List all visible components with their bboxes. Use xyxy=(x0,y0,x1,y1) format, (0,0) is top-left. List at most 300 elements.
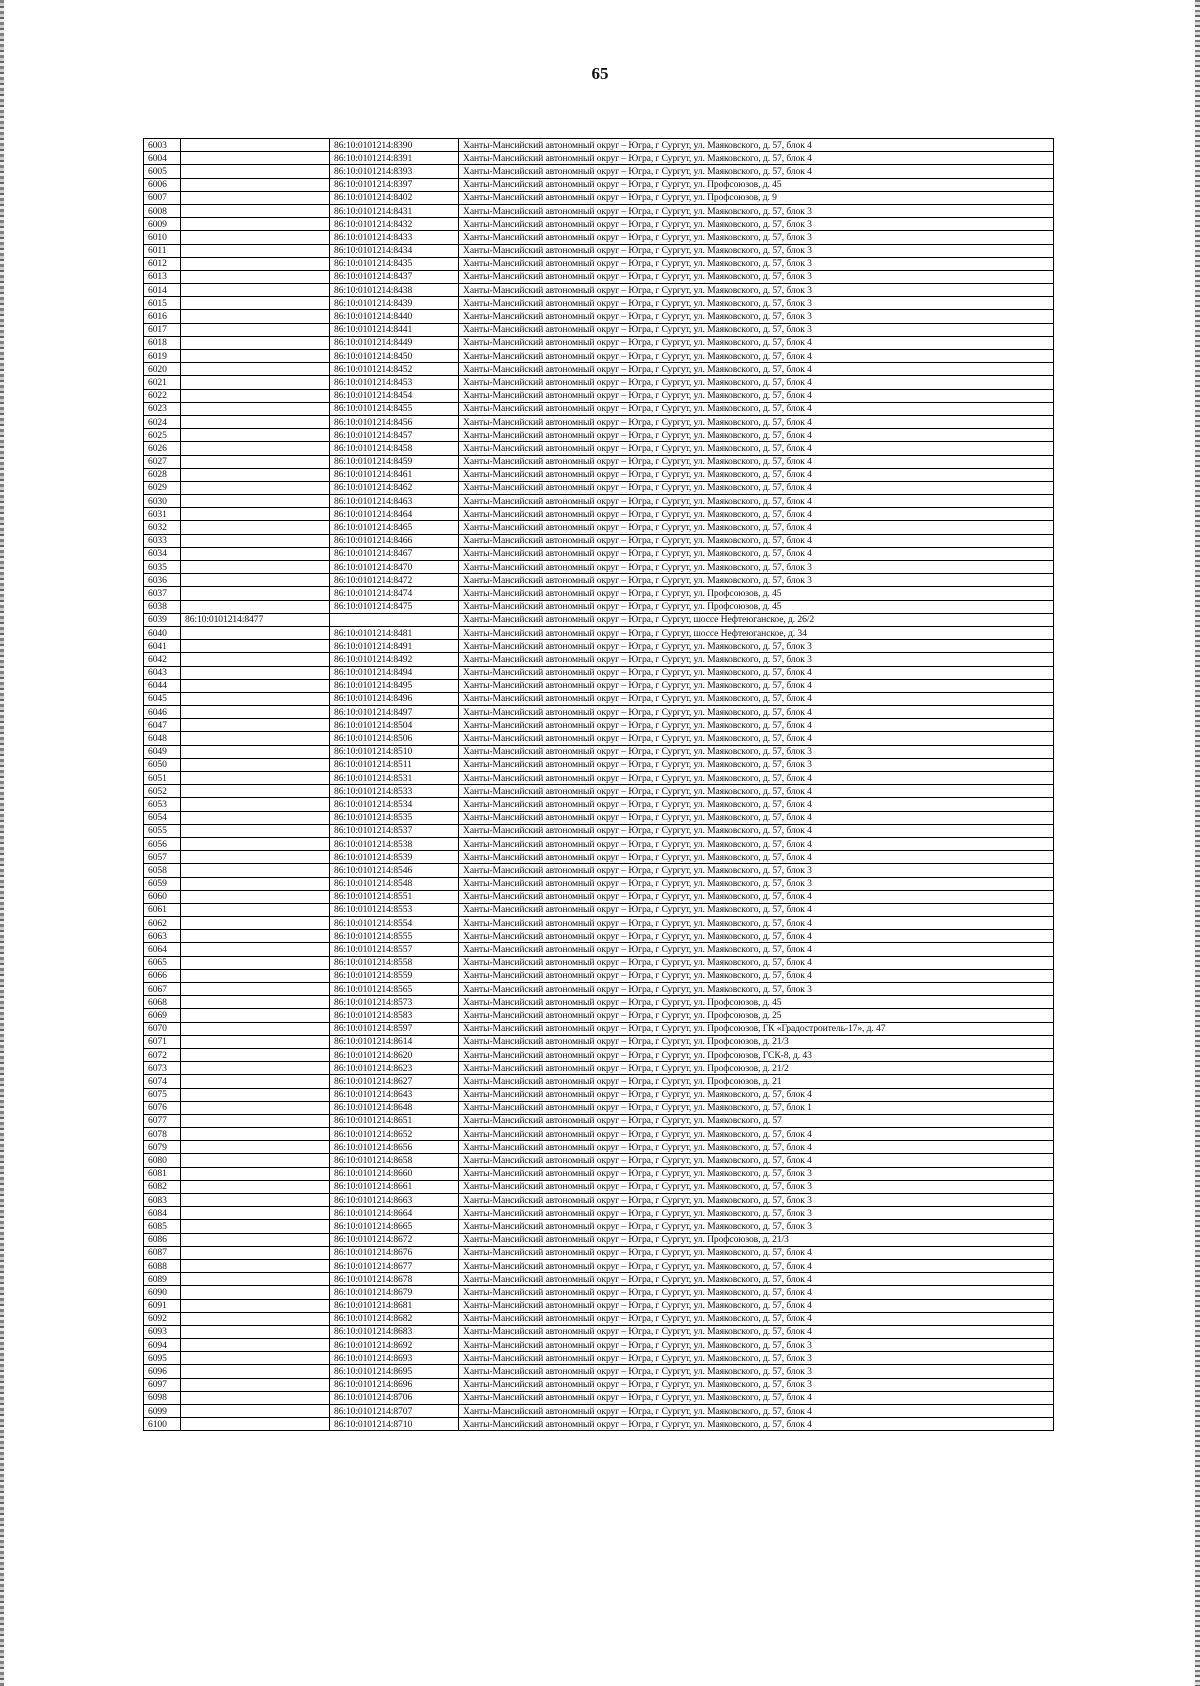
table-row xyxy=(144,1233,1054,1246)
previous-cadastral-number-cell xyxy=(181,692,330,705)
address-cell: Ханты-Мансийский автономный округ – Югра, г Сургут, ул. Маяковского, д. 57, блок 4 xyxy=(459,811,1054,824)
cadastral-number-cell: 86:10:0101214:8664 xyxy=(330,1207,459,1220)
register-body xyxy=(144,139,1054,1431)
previous-cadastral-number-cell xyxy=(181,534,330,547)
address-cell: Ханты-Мансийский автономный округ – Югра, г Сургут, ул. Маяковского, д. 57, блок 3 xyxy=(459,284,1054,297)
cadastral-number-cell: 86:10:0101214:8535 xyxy=(330,811,459,824)
previous-cadastral-number-cell xyxy=(181,666,330,679)
cadastral-number-cell: 86:10:0101214:8494 xyxy=(330,666,459,679)
previous-cadastral-number-cell xyxy=(181,758,330,771)
row-number-cell: 6050 xyxy=(144,758,181,771)
row-number-cell: 6017 xyxy=(144,323,181,336)
cadastral-number-cell: 86:10:0101214:8452 xyxy=(330,363,459,376)
row-number-cell: 6083 xyxy=(144,1194,181,1207)
row-number-cell: 6068 xyxy=(144,996,181,1009)
address-cell: Ханты-Мансийский автономный округ – Югра, г Сургут, ул. Маяковского, д. 57, блок 4 xyxy=(459,350,1054,363)
row-number-cell: 6057 xyxy=(144,851,181,864)
address-cell: Ханты-Мансийский автономный округ – Югра, г Сургут, шоссе Нефтеюганское, д. 26/2 xyxy=(459,613,1054,626)
cadastral-number-cell: 86:10:0101214:8496 xyxy=(330,692,459,705)
table-row xyxy=(144,758,1054,771)
row-number-cell: 6039 xyxy=(144,613,181,626)
address-cell: Ханты-Мансийский автономный округ – Югра, г Сургут, ул. Маяковского, д. 57, блок 4 xyxy=(459,1299,1054,1312)
cadastral-number-cell: 86:10:0101214:8573 xyxy=(330,996,459,1009)
table-row xyxy=(144,1352,1054,1365)
previous-cadastral-number-cell xyxy=(181,798,330,811)
table-row xyxy=(144,257,1054,270)
cadastral-number-cell: 86:10:0101214:8676 xyxy=(330,1246,459,1259)
previous-cadastral-number-cell xyxy=(181,943,330,956)
row-number-cell: 6080 xyxy=(144,1154,181,1167)
previous-cadastral-number-cell xyxy=(181,1391,330,1404)
table-row xyxy=(144,692,1054,705)
address-cell: Ханты-Мансийский автономный округ – Югра, г Сургут, ул. Маяковского, д. 57, блок 3 xyxy=(459,574,1054,587)
scan-edge-left xyxy=(0,0,4,1686)
row-number-cell: 6071 xyxy=(144,1035,181,1048)
table-row xyxy=(144,1220,1054,1233)
table-row xyxy=(144,561,1054,574)
previous-cadastral-number-cell xyxy=(181,508,330,521)
address-cell: Ханты-Мансийский автономный округ – Югра, г Сургут, ул. Маяковского, д. 57, блок 3 xyxy=(459,323,1054,336)
previous-cadastral-number-cell xyxy=(181,1286,330,1299)
previous-cadastral-number-cell xyxy=(181,1352,330,1365)
cadastral-number-cell: 86:10:0101214:8682 xyxy=(330,1312,459,1325)
row-number-cell: 6058 xyxy=(144,864,181,877)
previous-cadastral-number-cell xyxy=(181,1075,330,1088)
table-row xyxy=(144,1365,1054,1378)
row-number-cell: 6078 xyxy=(144,1128,181,1141)
previous-cadastral-number-cell xyxy=(181,218,330,231)
row-number-cell: 6024 xyxy=(144,415,181,428)
address-cell: Ханты-Мансийский автономный округ – Югра, г Сургут, ул. Маяковского, д. 57, блок 4 xyxy=(459,1286,1054,1299)
cadastral-number-cell: 86:10:0101214:8534 xyxy=(330,798,459,811)
cadastral-number-cell: 86:10:0101214:8463 xyxy=(330,495,459,508)
address-cell: Ханты-Мансийский автономный округ – Югра, г Сургут, ул. Маяковского, д. 57, блок 4 xyxy=(459,1418,1054,1431)
table-row xyxy=(144,785,1054,798)
address-cell: Ханты-Мансийский автономный округ – Югра, г Сургут, ул. Маяковского, д. 57, блок 3 xyxy=(459,244,1054,257)
row-number-cell: 6008 xyxy=(144,204,181,217)
table-row xyxy=(144,1378,1054,1391)
address-cell: Ханты-Мансийский автономный округ – Югра, г Сургут, ул. Маяковского, д. 57, блок 4 xyxy=(459,719,1054,732)
address-cell: Ханты-Мансийский автономный округ – Югра, г Сургут, ул. Маяковского, д. 57, блок 4 xyxy=(459,376,1054,389)
row-number-cell: 6028 xyxy=(144,468,181,481)
table-row xyxy=(144,1246,1054,1259)
row-number-cell: 6096 xyxy=(144,1365,181,1378)
row-number-cell: 6018 xyxy=(144,336,181,349)
address-cell: Ханты-Мансийский автономный округ – Югра, г Сургут, ул. Маяковского, д. 57, блок 4 xyxy=(459,890,1054,903)
cadastral-number-cell: 86:10:0101214:8557 xyxy=(330,943,459,956)
address-cell: Ханты-Мансийский автономный округ – Югра, г Сургут, ул. Маяковского, д. 57, блок 4 xyxy=(459,943,1054,956)
table-row xyxy=(144,415,1054,428)
previous-cadastral-number-cell xyxy=(181,1035,330,1048)
address-cell: Ханты-Мансийский автономный округ – Югра, г Сургут, ул. Маяковского, д. 57, блок 4 xyxy=(459,415,1054,428)
table-row xyxy=(144,191,1054,204)
address-cell: Ханты-Мансийский автономный округ – Югра, г Сургут, ул. Маяковского, д. 57, блок 3 xyxy=(459,758,1054,771)
row-number-cell: 6051 xyxy=(144,772,181,785)
row-number-cell: 6067 xyxy=(144,983,181,996)
address-cell: Ханты-Мансийский автономный округ – Югра, г Сургут, ул. Маяковского, д. 57, блок 4 xyxy=(459,363,1054,376)
row-number-cell: 6063 xyxy=(144,930,181,943)
cadastral-number-cell: 86:10:0101214:8551 xyxy=(330,890,459,903)
address-cell: Ханты-Мансийский автономный округ – Югра, г Сургут, ул. Маяковского, д. 57, блок 4 xyxy=(459,468,1054,481)
table-row xyxy=(144,1405,1054,1418)
address-cell: Ханты-Мансийский автономный округ – Югра, г Сургут, ул. Маяковского, д. 57, блок 4 xyxy=(459,1246,1054,1259)
table-row xyxy=(144,310,1054,323)
address-cell: Ханты-Мансийский автономный округ – Югра, г Сургут, ул. Маяковского, д. 57, блок 3 xyxy=(459,1339,1054,1352)
row-number-cell: 6054 xyxy=(144,811,181,824)
row-number-cell: 6074 xyxy=(144,1075,181,1088)
address-cell: Ханты-Мансийский автономный округ – Югра, г Сургут, ул. Маяковского, д. 57, блок 4 xyxy=(459,798,1054,811)
row-number-cell: 6097 xyxy=(144,1378,181,1391)
table-row xyxy=(144,1075,1054,1088)
row-number-cell: 6084 xyxy=(144,1207,181,1220)
cadastral-number-cell: 86:10:0101214:8455 xyxy=(330,402,459,415)
address-cell: Ханты-Мансийский автономный округ – Югра, г Сургут, ул. Маяковского, д. 57, блок 4 xyxy=(459,1259,1054,1272)
row-number-cell: 6065 xyxy=(144,956,181,969)
table-row xyxy=(144,218,1054,231)
cadastral-number-cell: 86:10:0101214:8583 xyxy=(330,1009,459,1022)
previous-cadastral-number-cell xyxy=(181,996,330,1009)
row-number-cell: 6025 xyxy=(144,429,181,442)
cadastral-number-cell: 86:10:0101214:8433 xyxy=(330,231,459,244)
cadastral-number-cell: 86:10:0101214:8565 xyxy=(330,983,459,996)
row-number-cell: 6011 xyxy=(144,244,181,257)
row-number-cell: 6069 xyxy=(144,1009,181,1022)
row-number-cell: 6055 xyxy=(144,824,181,837)
table-row xyxy=(144,1009,1054,1022)
row-number-cell: 6019 xyxy=(144,350,181,363)
address-cell: Ханты-Мансийский автономный округ – Югра, г Сургут, ул. Маяковского, д. 57, блок 1 xyxy=(459,1101,1054,1114)
table-row xyxy=(144,455,1054,468)
previous-cadastral-number-cell xyxy=(181,350,330,363)
row-number-cell: 6005 xyxy=(144,165,181,178)
cadastral-number-cell: 86:10:0101214:8435 xyxy=(330,257,459,270)
cadastral-number-cell: 86:10:0101214:8597 xyxy=(330,1022,459,1035)
address-cell: Ханты-Мансийский автономный округ – Югра, г Сургут, ул. Маяковского, д. 57, блок 4 xyxy=(459,903,1054,916)
row-number-cell: 6049 xyxy=(144,745,181,758)
cadastral-number-cell: 86:10:0101214:8449 xyxy=(330,336,459,349)
table-row xyxy=(144,429,1054,442)
row-number-cell: 6066 xyxy=(144,969,181,982)
table-row xyxy=(144,495,1054,508)
row-number-cell: 6093 xyxy=(144,1325,181,1338)
table-row xyxy=(144,1167,1054,1180)
address-cell: Ханты-Мансийский автономный округ – Югра, г Сургут, ул. Маяковского, д. 57, блок 4 xyxy=(459,165,1054,178)
previous-cadastral-number-cell xyxy=(181,1141,330,1154)
previous-cadastral-number-cell xyxy=(181,152,330,165)
table-row xyxy=(144,903,1054,916)
previous-cadastral-number-cell xyxy=(181,1233,330,1246)
table-row xyxy=(144,1180,1054,1193)
table-row xyxy=(144,613,1054,626)
previous-cadastral-number-cell xyxy=(181,244,330,257)
cadastral-number-cell: 86:10:0101214:8466 xyxy=(330,534,459,547)
address-cell: Ханты-Мансийский автономный округ – Югра, г Сургут, ул. Маяковского, д. 57, блок 3 xyxy=(459,1194,1054,1207)
previous-cadastral-number-cell xyxy=(181,415,330,428)
address-cell: Ханты-Мансийский автономный округ – Югра, г Сургут, ул. Маяковского, д. 57, блок 3 xyxy=(459,561,1054,574)
page-number: 65 xyxy=(591,64,609,83)
row-number-cell: 6076 xyxy=(144,1101,181,1114)
table-row xyxy=(144,178,1054,191)
table-row xyxy=(144,1114,1054,1127)
address-cell: Ханты-Мансийский автономный округ – Югра, г Сургут, шоссе Нефтеюганское, д. 34 xyxy=(459,626,1054,639)
previous-cadastral-number-cell xyxy=(181,521,330,534)
row-number-cell: 6073 xyxy=(144,1062,181,1075)
cadastral-number-cell: 86:10:0101214:8432 xyxy=(330,218,459,231)
cadastral-number-cell: 86:10:0101214:8454 xyxy=(330,389,459,402)
previous-cadastral-number-cell xyxy=(181,969,330,982)
address-cell: Ханты-Мансийский автономный округ – Югра, г Сургут, ул. Маяковского, д. 57, блок 3 xyxy=(459,653,1054,666)
row-number-cell: 6100 xyxy=(144,1418,181,1431)
address-cell: Ханты-Мансийский автономный округ – Югра, г Сургут, ул. Маяковского, д. 57, блок 4 xyxy=(459,837,1054,850)
row-number-cell: 6038 xyxy=(144,600,181,613)
table-row xyxy=(144,1259,1054,1272)
row-number-cell: 6056 xyxy=(144,837,181,850)
row-number-cell: 6098 xyxy=(144,1391,181,1404)
table-row xyxy=(144,1194,1054,1207)
cadastral-number-cell: 86:10:0101214:8450 xyxy=(330,350,459,363)
row-number-cell: 6003 xyxy=(144,139,181,152)
table-row xyxy=(144,508,1054,521)
address-cell: Ханты-Мансийский автономный округ – Югра, г Сургут, ул. Профсоюзов, д. 21/3 xyxy=(459,1233,1054,1246)
previous-cadastral-number-cell xyxy=(181,429,330,442)
table-row xyxy=(144,1062,1054,1075)
address-cell: Ханты-Мансийский автономный округ – Югра, г Сургут, ул. Маяковского, д. 57, блок 4 xyxy=(459,969,1054,982)
address-cell: Ханты-Мансийский автономный округ – Югра, г Сургут, ул. Маяковского, д. 57, блок 3 xyxy=(459,640,1054,653)
previous-cadastral-number-cell xyxy=(181,1220,330,1233)
row-number-cell: 6007 xyxy=(144,191,181,204)
previous-cadastral-number-cell xyxy=(181,1009,330,1022)
cadastral-number-cell: 86:10:0101214:8678 xyxy=(330,1273,459,1286)
row-number-cell: 6059 xyxy=(144,877,181,890)
address-cell: Ханты-Мансийский автономный округ – Югра, г Сургут, ул. Маяковского, д. 57, блок 4 xyxy=(459,547,1054,560)
table-row xyxy=(144,1312,1054,1325)
table-row xyxy=(144,376,1054,389)
address-cell: Ханты-Мансийский автономный округ – Югра, г Сургут, ул. Профсоюзов, д. 45 xyxy=(459,600,1054,613)
address-cell: Ханты-Мансийский автономный округ – Югра, г Сургут, ул. Маяковского, д. 57, блок 3 xyxy=(459,257,1054,270)
table-row xyxy=(144,864,1054,877)
row-number-cell: 6095 xyxy=(144,1352,181,1365)
address-cell: Ханты-Мансийский автономный округ – Югра, г Сургут, ул. Маяковского, д. 57, блок 3 xyxy=(459,864,1054,877)
row-number-cell: 6090 xyxy=(144,1286,181,1299)
cadastral-number-cell: 86:10:0101214:8431 xyxy=(330,204,459,217)
address-cell: Ханты-Мансийский автономный округ – Югра, г Сургут, ул. Маяковского, д. 57, блок 4 xyxy=(459,706,1054,719)
cadastral-number-cell: 86:10:0101214:8474 xyxy=(330,587,459,600)
table-row xyxy=(144,442,1054,455)
address-cell: Ханты-Мансийский автономный округ – Югра, г Сургут, ул. Профсоюзов, д. 45 xyxy=(459,178,1054,191)
cadastral-number-cell: 86:10:0101214:8497 xyxy=(330,706,459,719)
table-row xyxy=(144,1128,1054,1141)
table-row xyxy=(144,297,1054,310)
table-row xyxy=(144,152,1054,165)
address-cell: Ханты-Мансийский автономный округ – Югра, г Сургут, ул. Маяковского, д. 57, блок 4 xyxy=(459,1405,1054,1418)
address-cell: Ханты-Мансийский автономный округ – Югра, г Сургут, ул. Маяковского, д. 57, блок 3 xyxy=(459,745,1054,758)
address-cell: Ханты-Мансийский автономный округ – Югра, г Сургут, ул. Маяковского, д. 57, блок 3 xyxy=(459,204,1054,217)
address-cell: Ханты-Мансийский автономный округ – Югра, г Сургут, ул. Маяковского, д. 57, блок 3 xyxy=(459,983,1054,996)
row-number-cell: 6020 xyxy=(144,363,181,376)
previous-cadastral-number-cell xyxy=(181,547,330,560)
row-number-cell: 6016 xyxy=(144,310,181,323)
table-row xyxy=(144,270,1054,283)
table-row xyxy=(144,481,1054,494)
cadastral-number-cell: 86:10:0101214:8681 xyxy=(330,1299,459,1312)
cadastral-number-cell: 86:10:0101214:8672 xyxy=(330,1233,459,1246)
cadastral-number-cell: 86:10:0101214:8475 xyxy=(330,600,459,613)
table-row xyxy=(144,323,1054,336)
row-number-cell: 6040 xyxy=(144,626,181,639)
cadastral-number-cell: 86:10:0101214:8548 xyxy=(330,877,459,890)
table-row xyxy=(144,244,1054,257)
table-row xyxy=(144,732,1054,745)
address-cell: Ханты-Мансийский автономный округ – Югра, г Сургут, ул. Профсоюзов, д. 45 xyxy=(459,587,1054,600)
previous-cadastral-number-cell xyxy=(181,284,330,297)
previous-cadastral-number-cell xyxy=(181,587,330,600)
previous-cadastral-number-cell xyxy=(181,745,330,758)
address-cell: Ханты-Мансийский автономный округ – Югра, г Сургут, ул. Маяковского, д. 57, блок 4 xyxy=(459,534,1054,547)
previous-cadastral-number-cell xyxy=(181,1194,330,1207)
previous-cadastral-number-cell xyxy=(181,468,330,481)
table-row xyxy=(144,1154,1054,1167)
address-cell: Ханты-Мансийский автономный округ – Югра, г Сургут, ул. Маяковского, д. 57, блок 4 xyxy=(459,692,1054,705)
table-row xyxy=(144,811,1054,824)
cadastral-number-cell xyxy=(330,613,459,626)
cadastral-number-cell: 86:10:0101214:8531 xyxy=(330,772,459,785)
table-row xyxy=(144,587,1054,600)
row-number-cell: 6044 xyxy=(144,679,181,692)
row-number-cell: 6047 xyxy=(144,719,181,732)
table-row xyxy=(144,996,1054,1009)
cadastral-number-cell: 86:10:0101214:8656 xyxy=(330,1141,459,1154)
address-cell: Ханты-Мансийский автономный округ – Югра, г Сургут, ул. Маяковского, д. 57, блок 4 xyxy=(459,442,1054,455)
row-number-cell: 6091 xyxy=(144,1299,181,1312)
cadastral-number-cell: 86:10:0101214:8492 xyxy=(330,653,459,666)
row-number-cell: 6061 xyxy=(144,903,181,916)
table-row xyxy=(144,943,1054,956)
previous-cadastral-number-cell xyxy=(181,626,330,639)
address-cell: Ханты-Мансийский автономный округ – Югра, г Сургут, ул. Маяковского, д. 57, блок 4 xyxy=(459,1128,1054,1141)
previous-cadastral-number-cell xyxy=(181,1259,330,1272)
previous-cadastral-number-cell xyxy=(181,1339,330,1352)
cadastral-number-cell: 86:10:0101214:8467 xyxy=(330,547,459,560)
address-cell: Ханты-Мансийский автономный округ – Югра, г Сургут, ул. Маяковского, д. 57, блок 4 xyxy=(459,956,1054,969)
address-cell: Ханты-Мансийский автономный округ – Югра, г Сургут, ул. Маяковского, д. 57, блок 4 xyxy=(459,389,1054,402)
row-number-cell: 6064 xyxy=(144,943,181,956)
cadastral-number-cell: 86:10:0101214:8623 xyxy=(330,1062,459,1075)
previous-cadastral-number-cell xyxy=(181,706,330,719)
address-cell: Ханты-Мансийский автономный округ – Югра, г Сургут, ул. Маяковского, д. 57, блок 4 xyxy=(459,1273,1054,1286)
table-row xyxy=(144,983,1054,996)
table-row xyxy=(144,969,1054,982)
row-number-cell: 6085 xyxy=(144,1220,181,1233)
cadastral-number-cell: 86:10:0101214:8627 xyxy=(330,1075,459,1088)
address-cell: Ханты-Мансийский автономный округ – Югра, г Сургут, ул. Маяковского, д. 57, блок 3 xyxy=(459,231,1054,244)
row-number-cell: 6023 xyxy=(144,402,181,415)
address-cell: Ханты-Мансийский автономный округ – Югра, г Сургут, ул. Маяковского, д. 57, блок 4 xyxy=(459,930,1054,943)
cadastral-number-cell: 86:10:0101214:8491 xyxy=(330,640,459,653)
previous-cadastral-number-cell xyxy=(181,864,330,877)
table-row xyxy=(144,284,1054,297)
address-cell: Ханты-Мансийский автономный округ – Югра, г Сургут, ул. Маяковского, д. 57, блок 4 xyxy=(459,1312,1054,1325)
address-cell: Ханты-Мансийский автономный округ – Югра, г Сургут, ул. Профсоюзов, д. 25 xyxy=(459,1009,1054,1022)
cadastral-number-cell: 86:10:0101214:8553 xyxy=(330,903,459,916)
previous-cadastral-number-cell xyxy=(181,336,330,349)
previous-cadastral-number-cell xyxy=(181,1365,330,1378)
address-cell: Ханты-Мансийский автономный округ – Югра, г Сургут, ул. Профсоюзов, ГК «Градостроитель-17», д. 47 xyxy=(459,1022,1054,1035)
row-number-cell: 6079 xyxy=(144,1141,181,1154)
previous-cadastral-number-cell xyxy=(181,1325,330,1338)
table-row xyxy=(144,666,1054,679)
previous-cadastral-number-cell xyxy=(181,574,330,587)
previous-cadastral-number-cell xyxy=(181,165,330,178)
cadastral-number-cell: 86:10:0101214:8472 xyxy=(330,574,459,587)
cadastral-number-cell: 86:10:0101214:8481 xyxy=(330,626,459,639)
row-number-cell: 6077 xyxy=(144,1114,181,1127)
previous-cadastral-number-cell xyxy=(181,297,330,310)
address-cell: Ханты-Мансийский автономный округ – Югра, г Сургут, ул. Маяковского, д. 57, блок 3 xyxy=(459,1167,1054,1180)
row-number-cell: 6081 xyxy=(144,1167,181,1180)
previous-cadastral-number-cell xyxy=(181,1114,330,1127)
cadastral-number-cell: 86:10:0101214:8677 xyxy=(330,1259,459,1272)
cadastral-number-cell: 86:10:0101214:8546 xyxy=(330,864,459,877)
cadastral-number-cell: 86:10:0101214:8391 xyxy=(330,152,459,165)
previous-cadastral-number-cell xyxy=(181,877,330,890)
table-row xyxy=(144,139,1054,152)
row-number-cell: 6015 xyxy=(144,297,181,310)
cadastral-number-cell: 86:10:0101214:8658 xyxy=(330,1154,459,1167)
cadastral-number-cell: 86:10:0101214:8462 xyxy=(330,481,459,494)
table-row xyxy=(144,534,1054,547)
cadastral-number-cell: 86:10:0101214:8470 xyxy=(330,561,459,574)
previous-cadastral-number-cell xyxy=(181,231,330,244)
table-row xyxy=(144,772,1054,785)
cadastral-number-cell: 86:10:0101214:8665 xyxy=(330,1220,459,1233)
table-row xyxy=(144,350,1054,363)
table-row xyxy=(144,956,1054,969)
table-row xyxy=(144,204,1054,217)
cadastral-number-cell: 86:10:0101214:8458 xyxy=(330,442,459,455)
address-cell: Ханты-Мансийский автономный округ – Югра, г Сургут, ул. Маяковского, д. 57, блок 4 xyxy=(459,508,1054,521)
previous-cadastral-number-cell xyxy=(181,785,330,798)
cadastral-number-cell: 86:10:0101214:8558 xyxy=(330,956,459,969)
row-number-cell: 6009 xyxy=(144,218,181,231)
row-number-cell: 6062 xyxy=(144,917,181,930)
address-cell: Ханты-Мансийский автономный округ – Югра, г Сургут, ул. Маяковского, д. 57, блок 3 xyxy=(459,1352,1054,1365)
row-number-cell: 6012 xyxy=(144,257,181,270)
previous-cadastral-number-cell xyxy=(181,1207,330,1220)
row-number-cell: 6014 xyxy=(144,284,181,297)
previous-cadastral-number-cell xyxy=(181,1062,330,1075)
table-row xyxy=(144,1418,1054,1431)
row-number-cell: 6021 xyxy=(144,376,181,389)
cadastral-number-cell: 86:10:0101214:8459 xyxy=(330,455,459,468)
table-row xyxy=(144,640,1054,653)
address-cell: Ханты-Мансийский автономный округ – Югра, г Сургут, ул. Маяковского, д. 57, блок 4 xyxy=(459,1154,1054,1167)
address-cell: Ханты-Мансийский автономный округ – Югра, г Сургут, ул. Маяковского, д. 57, блок 4 xyxy=(459,481,1054,494)
row-number-cell: 6004 xyxy=(144,152,181,165)
address-cell: Ханты-Мансийский автономный округ – Югра, г Сургут, ул. Профсоюзов, д. 21/2 xyxy=(459,1062,1054,1075)
table-row xyxy=(144,1207,1054,1220)
table-row xyxy=(144,1391,1054,1404)
row-number-cell: 6042 xyxy=(144,653,181,666)
previous-cadastral-number-cell xyxy=(181,1048,330,1061)
previous-cadastral-number-cell xyxy=(181,442,330,455)
table-row xyxy=(144,1022,1054,1035)
row-number-cell: 6032 xyxy=(144,521,181,534)
row-number-cell: 6029 xyxy=(144,481,181,494)
previous-cadastral-number-cell xyxy=(181,917,330,930)
cadastral-number-cell: 86:10:0101214:8506 xyxy=(330,732,459,745)
previous-cadastral-number-cell xyxy=(181,1418,330,1431)
previous-cadastral-number-cell xyxy=(181,1273,330,1286)
